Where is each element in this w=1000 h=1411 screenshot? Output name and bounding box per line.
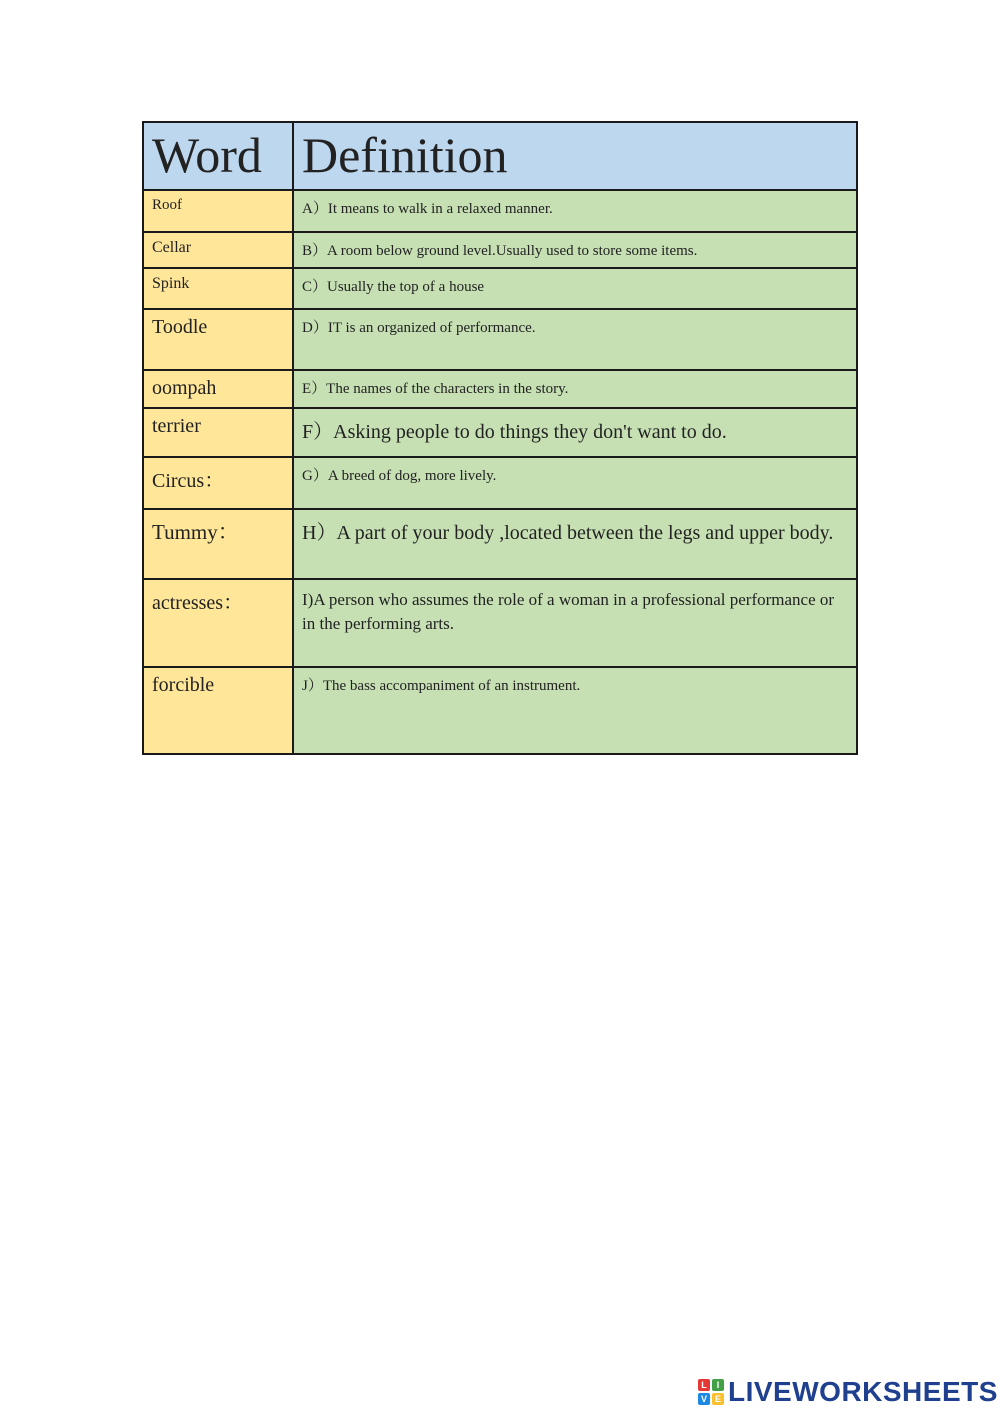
definition-cell: E）The names of the characters in the story. [293, 370, 857, 408]
word-cell: forcible [143, 667, 293, 754]
logo-mark-letter: I [712, 1379, 724, 1391]
word-cell: Circus： [143, 457, 293, 509]
logo-mark-icon [698, 1379, 724, 1405]
definition-cell: G）A breed of dog, more lively. [293, 457, 857, 509]
logo-mark-letter: E [712, 1393, 724, 1405]
table-row [143, 309, 857, 370]
definition-cell: D）IT is an organized of performance. [293, 309, 857, 370]
table-row [143, 579, 857, 667]
table-row [143, 408, 857, 457]
logo-mark-letter: V [698, 1393, 710, 1405]
definition-cell: I)A person who assumes the role of a woman in a professional performance or in the performing arts. [293, 579, 857, 667]
word-cell: Spink [143, 268, 293, 309]
logo-text: LIVEWORKSHEETS [728, 1376, 998, 1407]
table-row [143, 457, 857, 509]
definition-cell: A）It means to walk in a relaxed manner. [293, 190, 857, 232]
word-cell: oompah [143, 370, 293, 408]
table-header-row [143, 122, 857, 190]
word-cell: Cellar [143, 232, 293, 268]
table-row [143, 370, 857, 408]
definition-cell: C）Usually the top of a house [293, 268, 857, 309]
word-cell: terrier [143, 408, 293, 457]
vocabulary-table [142, 121, 858, 755]
word-cell: Toodle [143, 309, 293, 370]
table-row [143, 268, 857, 309]
definition-column-header: Definition [293, 122, 857, 190]
table-row [143, 667, 857, 754]
liveworksheets-logo [698, 1376, 998, 1408]
definition-cell: F）Asking people to do things they don't want to do. [293, 408, 857, 457]
table-row [143, 190, 857, 232]
definition-cell: H）A part of your body ,located between the legs and upper body. [293, 509, 857, 579]
table-row [143, 509, 857, 579]
definition-cell: B）A room below ground level.Usually used to store some items. [293, 232, 857, 268]
table-row [143, 232, 857, 268]
word-cell: Tummy： [143, 509, 293, 579]
logo-mark-letter: L [698, 1379, 710, 1391]
word-cell: Roof [143, 190, 293, 232]
definition-cell: J）The bass accompaniment of an instrument. [293, 667, 857, 754]
word-column-header: Word [143, 122, 293, 190]
word-cell: actresses： [143, 579, 293, 667]
